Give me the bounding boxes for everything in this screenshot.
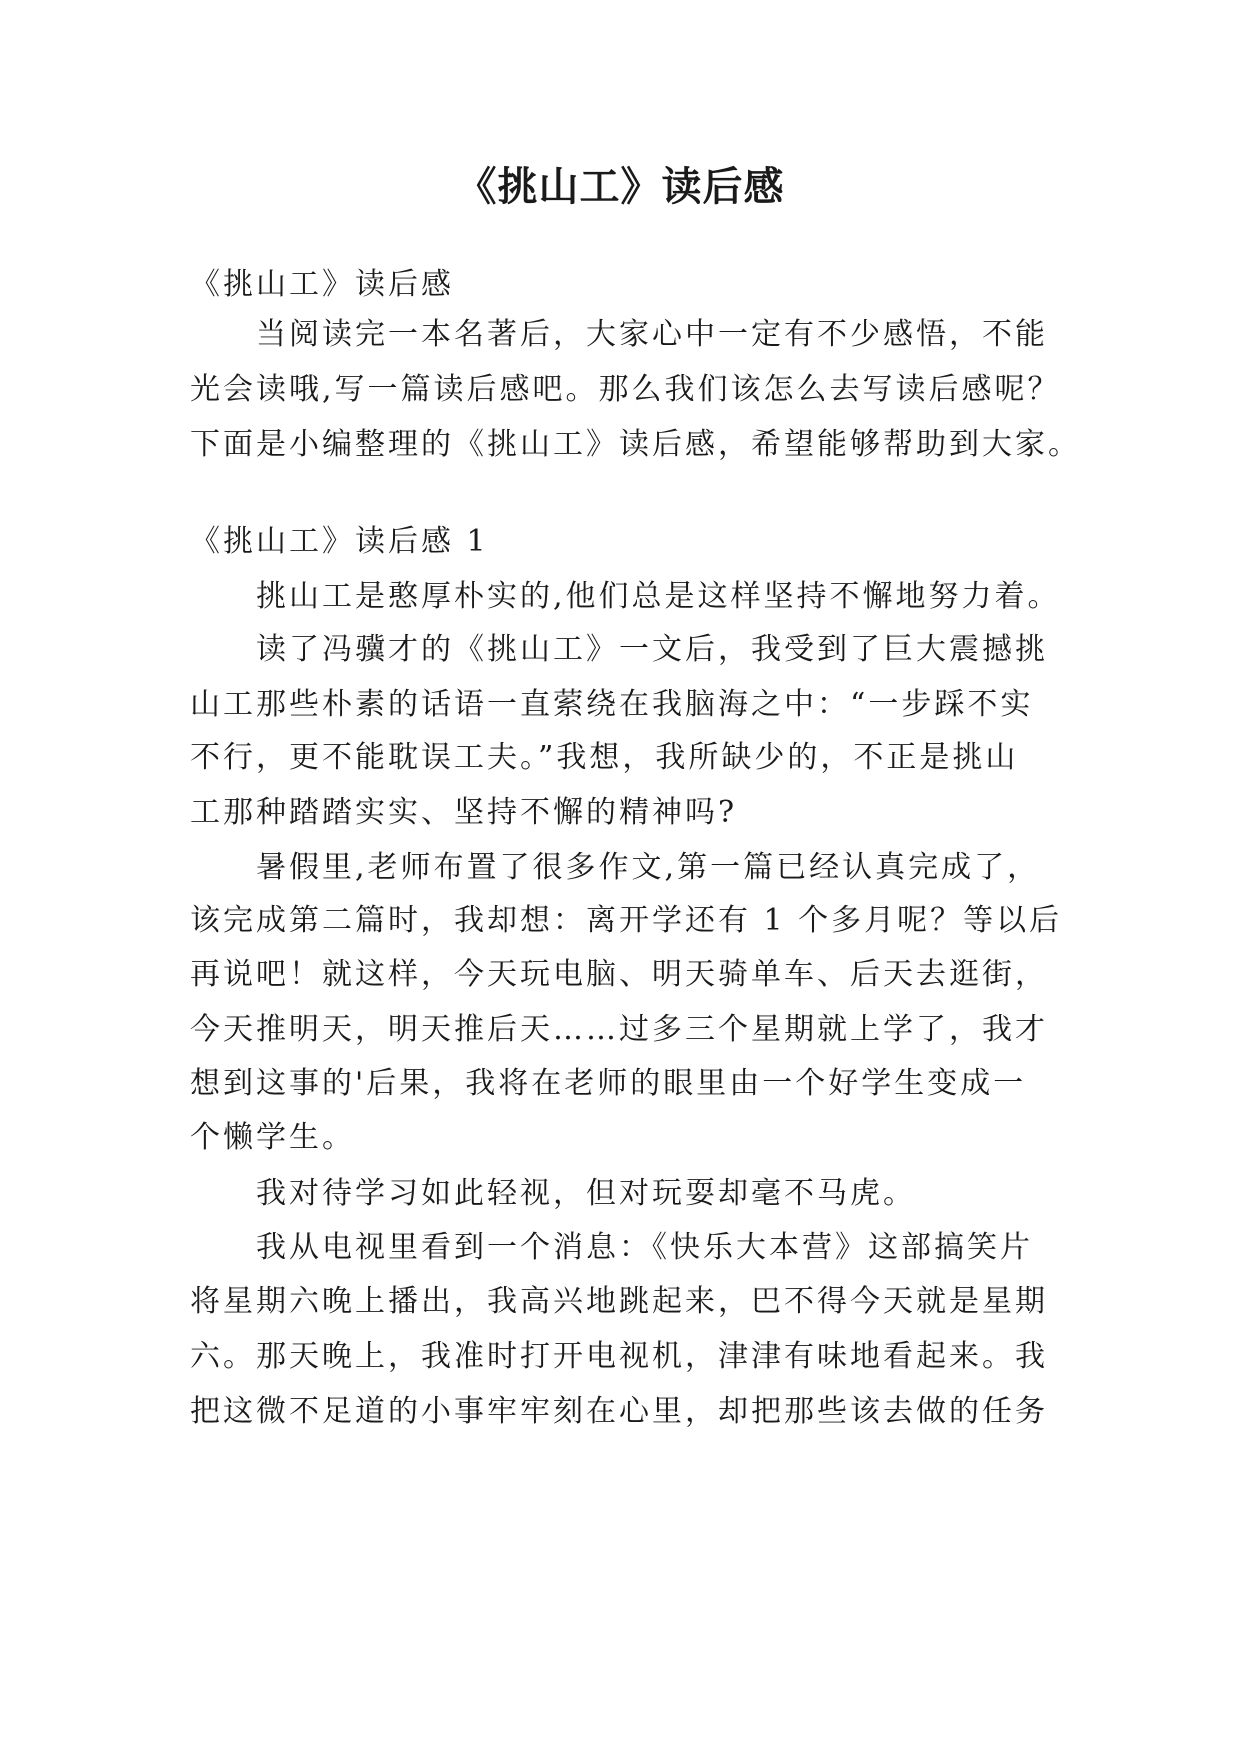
document-title: 《挑山工》读后感: [456, 164, 785, 210]
subtitle: 《挑山工》读后感: [190, 267, 454, 302]
body-line: 工那种踏踏实实、坚持不懈的精神吗?: [190, 795, 738, 830]
intro-line: 下面是小编整理的《挑山工》读后感，希望能够帮助到大家。: [190, 427, 1081, 462]
intro-line: 光会读哦,写一篇读后感吧。那么我们该怎么去写读后感呢？: [190, 372, 1061, 407]
body-line: 不行，更不能耽误工夫。”我想，我所缺少的，不正是挑山: [190, 740, 1019, 775]
body-line: 挑山工是憨厚朴实的,他们总是这样坚持不懈地努力着。: [256, 579, 1061, 614]
body-line: 该完成第二篇时，我却想：离开学还有 1 个多月呢？等以后: [190, 903, 1063, 938]
body-line: 山工那些朴素的话语一直萦绕在我脑海之中：“一步踩不实: [190, 687, 1034, 722]
body-line: 将星期六晚上播出，我高兴地跳起来，巴不得今天就是星期: [190, 1284, 1048, 1319]
body-line: 我从电视里看到一个消息：《快乐大本营》这部搞笑片: [256, 1230, 1033, 1265]
body-line: 读了冯骥才的《挑山工》一文后，我受到了巨大震撼挑: [256, 632, 1048, 667]
body-line: 个懒学生。: [190, 1120, 355, 1155]
body-line: 把这微不足道的小事牢牢刻在心里，却把那些该去做的任务: [190, 1394, 1048, 1429]
body-line: 我对待学习如此轻视，但对玩耍却毫不马虎。: [256, 1176, 916, 1211]
body-line: 再说吧！就这样，今天玩电脑、明天骑单车、后天去逛街，: [190, 957, 1048, 992]
body-line: 六。那天晚上，我准时打开电视机，津津有味地看起来。我: [190, 1339, 1048, 1374]
body-line: 暑假里,老师布置了很多作文,第一篇已经认真完成了，: [256, 850, 1041, 885]
body-line: 今天推明天，明天推后天……过多三个星期就上学了，我才: [190, 1012, 1048, 1047]
body-line: 想到这事的'后果，我将在老师的眼里由一个好学生变成一: [190, 1066, 1027, 1101]
intro-line: 当阅读完一本名著后，大家心中一定有不少感悟，不能: [256, 317, 1048, 352]
section-heading: 《挑山工》读后感 1: [190, 524, 489, 559]
